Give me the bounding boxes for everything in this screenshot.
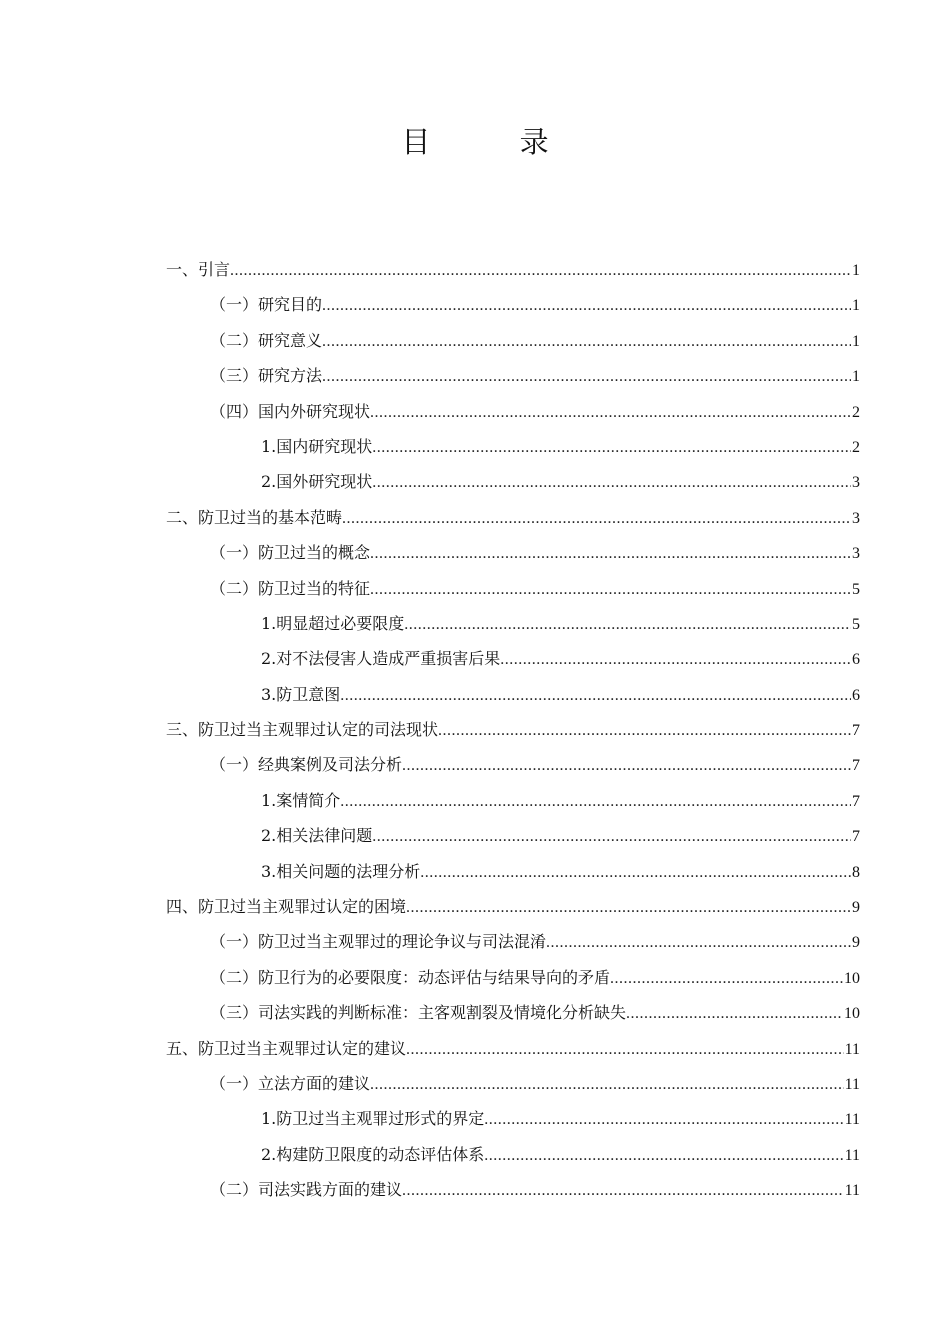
toc-entry[interactable]	[166, 429, 860, 464]
toc-entry-label: 五、防卫过当主观罪过认定的建议	[166, 1038, 407, 1058]
dot-leader	[546, 925, 851, 960]
toc-entry[interactable]	[166, 1066, 860, 1101]
dot-leader	[420, 855, 851, 890]
toc-entry-page-number: 11	[844, 1075, 860, 1093]
dot-leader	[372, 819, 851, 854]
dot-leader	[406, 1032, 844, 1067]
toc-entry-label: （三）研究方法	[210, 366, 323, 386]
toc-entry-label: 1.明显超过必要限度	[261, 613, 405, 633]
dot-leader	[404, 607, 851, 642]
toc-entry-page-number: 11	[844, 1040, 860, 1058]
toc-entry-label: 3.防卫意图	[261, 684, 341, 704]
toc-entry[interactable]	[166, 1172, 860, 1207]
dot-leader	[370, 1067, 844, 1102]
dot-leader	[500, 642, 851, 677]
toc-entry-label: 2.对不法侵害人造成严重损害后果	[261, 649, 501, 669]
toc-entry-page-number: 11	[844, 1111, 860, 1129]
dot-leader	[402, 748, 851, 783]
dot-leader	[484, 1102, 843, 1137]
toc-entry-page-number: 7	[852, 792, 860, 810]
dot-leader	[322, 359, 851, 394]
toc-entry[interactable]	[166, 641, 860, 676]
toc-entry[interactable]	[166, 323, 860, 358]
toc-entry[interactable]	[166, 535, 860, 570]
toc-entry-page-number: 3	[852, 474, 860, 492]
toc-entry[interactable]	[166, 712, 860, 747]
dot-leader	[322, 288, 851, 323]
toc-entry[interactable]	[166, 995, 860, 1030]
dot-leader	[402, 1173, 844, 1208]
toc-entry-page-number: 1	[852, 297, 860, 315]
toc-entry-page-number: 11	[844, 1182, 860, 1200]
toc-entry-page-number: 2	[852, 438, 860, 456]
toc-entry-label: 3.相关问题的法理分析	[261, 861, 421, 881]
toc-entry-label: （四）国内外研究现状	[210, 401, 371, 421]
toc-entry[interactable]	[166, 783, 860, 818]
toc-entry-label: （二）研究意义	[210, 330, 323, 350]
toc-entry[interactable]	[166, 854, 860, 889]
toc-entry-label: 一、引言	[166, 260, 231, 279]
toc-entry-page-number: 9	[852, 934, 860, 952]
toc-entry-page-number: 10	[844, 969, 860, 987]
toc-entry[interactable]	[166, 571, 860, 606]
dot-leader	[230, 253, 851, 288]
dot-leader	[340, 678, 851, 713]
dot-leader	[370, 536, 851, 571]
toc-entry[interactable]	[166, 818, 860, 853]
dot-leader	[626, 996, 843, 1031]
toc-entry-label: （三）司法实践的判断标准：主客观割裂及情境化分析缺失	[210, 1003, 627, 1023]
dot-leader	[484, 1138, 843, 1173]
toc-entry-label: 2.构建防卫限度的动态评估体系	[261, 1144, 485, 1164]
dot-leader	[406, 890, 851, 925]
toc-entry-label: 二、防卫过当的基本范畴	[166, 507, 343, 527]
toc-entry-page-number: 6	[852, 686, 860, 704]
toc-entry[interactable]	[166, 464, 860, 499]
toc-entry-page-number: 1	[852, 332, 860, 350]
table-of-contents	[166, 252, 860, 1208]
toc-entry[interactable]	[166, 394, 860, 429]
toc-entry-label: 1.案情简介	[261, 790, 341, 810]
dot-leader	[372, 430, 851, 465]
toc-entry-label: （二）防卫行为的必要限度：动态评估与结果导向的矛盾	[210, 967, 611, 987]
toc-entry[interactable]	[166, 1101, 860, 1136]
dot-leader	[340, 784, 851, 819]
toc-entry[interactable]	[166, 747, 860, 782]
toc-entry-label: （一）防卫过当的概念	[210, 543, 371, 563]
dot-leader	[370, 395, 851, 430]
toc-entry-page-number: 5	[852, 615, 860, 633]
toc-entry-label: （一）立法方面的建议	[210, 1073, 371, 1093]
toc-entry-label: 2.相关法律问题	[261, 826, 373, 846]
toc-entry-page-number: 3	[852, 545, 860, 563]
toc-entry-label: （一）防卫过当主观罪过的理论争议与司法混淆	[210, 932, 547, 952]
toc-entry[interactable]	[166, 1031, 860, 1066]
toc-entry-label: 2.国外研究现状	[261, 472, 373, 492]
toc-entry-page-number: 7	[852, 828, 860, 846]
dot-leader	[438, 713, 851, 748]
page-title: 目 录	[401, 125, 589, 159]
toc-entry-label: （二）防卫过当的特征	[210, 578, 371, 598]
toc-entry[interactable]	[166, 500, 860, 535]
toc-entry-page-number: 11	[844, 1146, 860, 1164]
toc-entry[interactable]	[166, 889, 860, 924]
toc-entry-page-number: 5	[852, 580, 860, 598]
toc-entry-page-number: 10	[844, 1005, 860, 1023]
toc-entry[interactable]	[166, 924, 860, 959]
toc-entry-label: 1.防卫过当主观罪过形式的界定	[261, 1109, 485, 1129]
toc-entry-page-number: 6	[852, 651, 860, 669]
toc-entry-page-number: 9	[852, 899, 860, 917]
dot-leader	[370, 572, 851, 607]
toc-entry[interactable]	[166, 960, 860, 995]
toc-entry-page-number: 2	[852, 403, 860, 421]
toc-entry-page-number: 8	[852, 863, 860, 881]
toc-entry-label: （一）经典案例及司法分析	[210, 755, 403, 775]
toc-entry[interactable]	[166, 1137, 860, 1172]
toc-entry-label: 三、防卫过当主观罪过认定的司法现状	[166, 720, 439, 740]
toc-entry[interactable]	[166, 252, 860, 287]
toc-entry-page-number: 1	[852, 262, 860, 279]
toc-entry-page-number: 1	[852, 368, 860, 386]
toc-entry[interactable]	[166, 677, 860, 712]
toc-entry-page-number: 3	[852, 509, 860, 527]
toc-entry-label: 四、防卫过当主观罪过认定的困境	[166, 897, 407, 917]
dot-leader	[372, 465, 851, 500]
toc-entry-label: （一）研究目的	[210, 295, 323, 315]
toc-entry-page-number: 7	[852, 757, 860, 775]
dot-leader	[610, 961, 843, 996]
toc-entry[interactable]	[166, 606, 860, 641]
toc-entry-label: 1.国内研究现状	[261, 436, 373, 456]
dot-leader	[342, 501, 851, 536]
dot-leader	[322, 324, 851, 359]
toc-entry-label: （二）司法实践方面的建议	[210, 1180, 403, 1200]
toc-entry-page-number: 7	[852, 722, 860, 740]
toc-entry[interactable]	[166, 287, 860, 322]
toc-entry[interactable]	[166, 358, 860, 393]
